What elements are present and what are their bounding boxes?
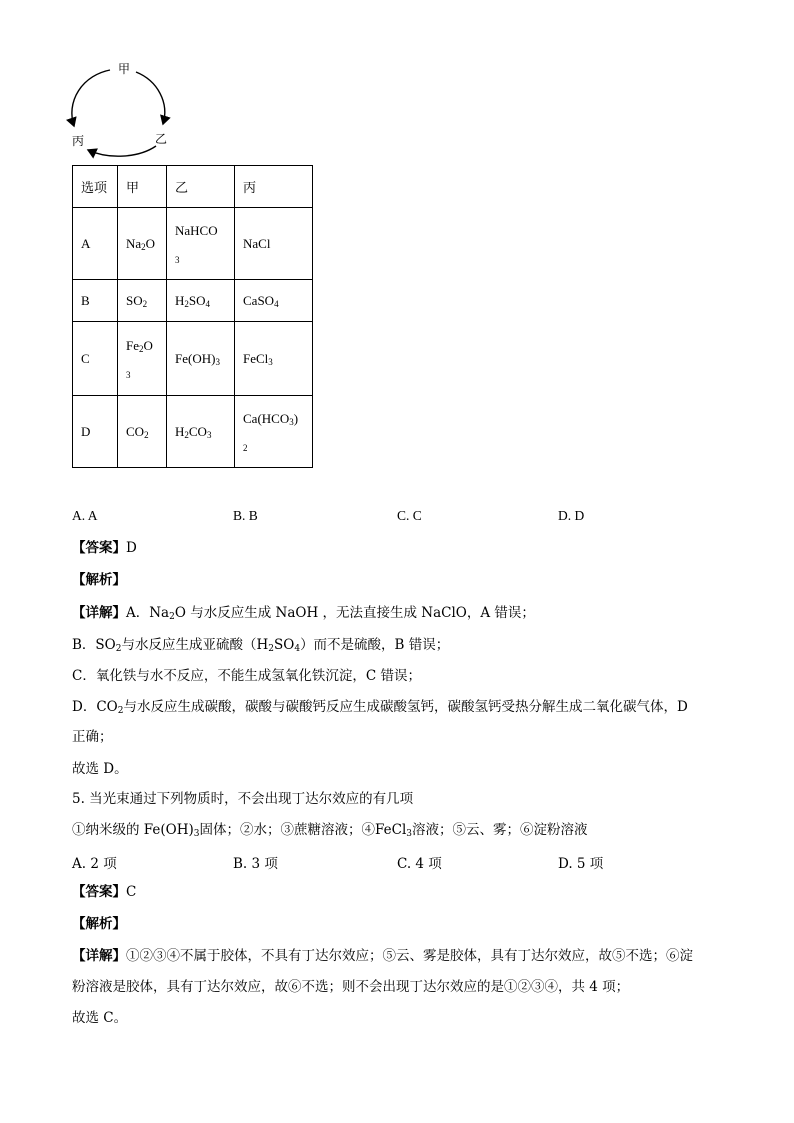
cycle-diagram	[60, 58, 190, 168]
row-b-jia: $SO_2$	[118, 280, 167, 322]
row-a-jia: $Na_2O$	[118, 208, 167, 280]
table-row	[73, 208, 313, 280]
row-c-jia: $Fe_2O$ $_3$	[118, 322, 167, 396]
row-c-label: C	[73, 322, 118, 396]
q4-answer: 【答案】D	[72, 540, 137, 556]
table-row	[73, 280, 313, 322]
row-d-yi: $H_2CO_3$	[167, 396, 235, 468]
table-row	[73, 322, 313, 396]
q4-analysis-tag: 【解析】	[72, 572, 126, 588]
q5-analysis-tag: 【解析】	[72, 916, 126, 932]
q4-detail-d: D．$CO_2$与水反应生成碳酸，碳酸与碳酸钙反应生成碳酸氢钙，碳酸氢钙受热分解生成二氧化碳气体，D	[72, 699, 688, 716]
row-d-label: D	[73, 396, 118, 468]
q4-choice-a: A. A	[72, 508, 98, 523]
q5-stem: 5. 当光束通过下列物质时，不会出现丁达尔效应的有几项	[72, 791, 414, 807]
q5-choices	[0, 852, 794, 872]
q5-conclusion: 故选 C。	[72, 1010, 128, 1026]
arrow-top-to-left	[72, 70, 110, 126]
label-yi: 乙	[155, 132, 168, 146]
table-row	[73, 396, 313, 468]
header-option: 选项	[73, 166, 118, 208]
q4-choice-d: D. D	[558, 508, 585, 523]
q4-detail-b: B．$SO_2$与水反应生成亚硫酸$(H_2SO_4)$而不是硫酸，B 错误；	[72, 637, 450, 654]
q5-choice-c: C. 4 项	[397, 856, 442, 872]
row-b-label: B	[73, 280, 118, 322]
row-a-label: A	[73, 208, 118, 280]
q5-choice-b: B. 3 项	[233, 856, 278, 872]
row-d-jia: $CO_2$	[118, 396, 167, 468]
label-bing: 丙	[72, 134, 85, 148]
row-a-bing: NaCl	[235, 208, 313, 280]
row-b-bing: CaSO$_4$	[235, 280, 313, 322]
label-jia: 甲	[118, 62, 131, 76]
row-c-yi: $Fe(OH)_3$	[167, 322, 235, 396]
q5-choice-a: A. 2 项	[72, 856, 117, 872]
row-b-yi: $H_2SO_4$	[167, 280, 235, 322]
q4-detail-d-cont: 正确；	[72, 729, 113, 745]
arrow-top-to-right	[136, 72, 165, 124]
row-d-bing: $Ca(HCO_3)$ $_2$	[235, 396, 313, 468]
table-header-row	[73, 166, 313, 208]
q4-choice-c: C. C	[397, 508, 422, 523]
q5-detail-line2: 粉溶液是胶体，具有丁达尔效应，故⑥不选；则不会出现丁达尔效应的是①②③④，共 4 项；	[72, 979, 630, 995]
header-yi: 乙	[167, 166, 235, 208]
q5-detail-line1: 【详解】①②③④不属于胶体，不具有丁达尔效应；⑤云、雾是胶体，具有丁达尔效应，故⑤不选；⑥淀	[72, 948, 693, 964]
row-a-yi: NaHCO $_3$	[167, 208, 235, 280]
q4-detail-c: C．氧化铁与水不反应，不能生成氢氧化铁沉淀，C 错误；	[72, 668, 421, 684]
q4-choice-b: B. B	[233, 508, 258, 523]
header-bing: 丙	[235, 166, 313, 208]
arrow-right-to-left	[88, 146, 156, 156]
q5-items: ①纳米级的 $Fe(OH)_3$固体；②水；③蔗糖溶液；④FeCl$_3$溶液；⑤云、雾；⑥淀粉溶液	[72, 822, 588, 839]
row-c-bing: FeCl$_3$	[235, 322, 313, 396]
header-jia: 甲	[118, 166, 167, 208]
q4-conclusion: 故选 D。	[72, 761, 128, 777]
q4-choices	[0, 508, 794, 528]
options-table	[72, 165, 313, 468]
q4-detail-a: 【详解】A．$Na_2O$ 与水反应生成 NaOH ，无法直接生成 NaClO，A 错误；	[72, 605, 535, 622]
q5-choice-d: D. 5 项	[558, 856, 604, 872]
q5-answer: 【答案】C	[72, 884, 137, 900]
